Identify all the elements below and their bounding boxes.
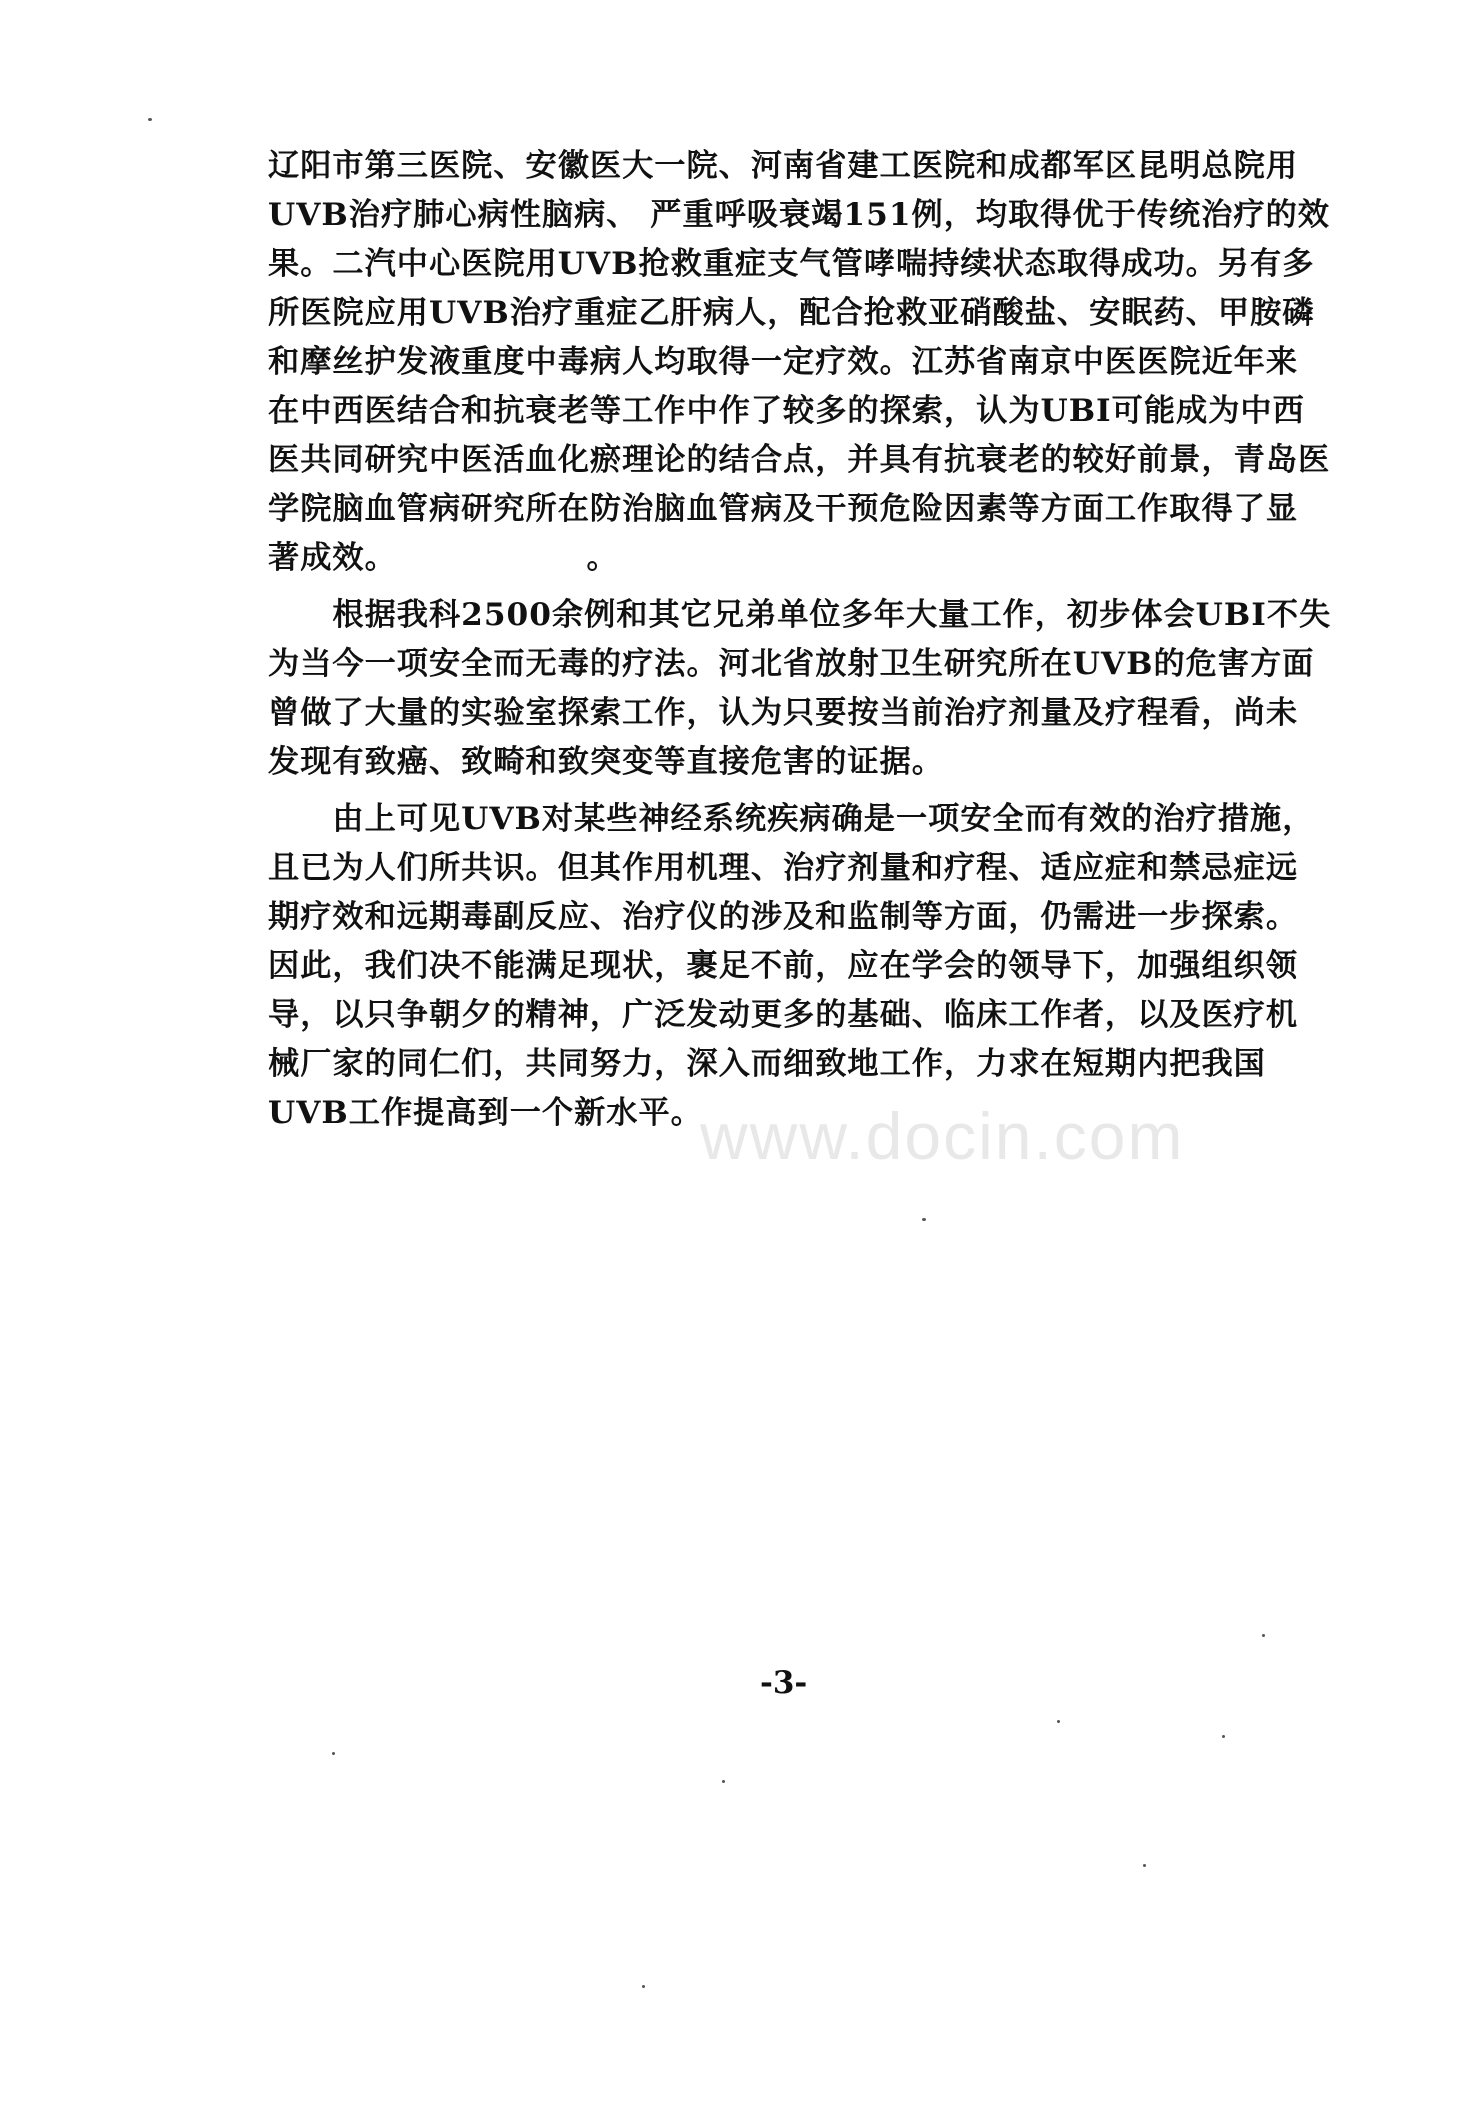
page-number: -3- bbox=[760, 1665, 808, 1701]
watermark: www.docin.com bbox=[700, 1099, 1185, 1173]
text-line: 根据我科2500余例和其它兄弟单位多年大量工作，初步体会UBI不失 bbox=[268, 597, 1332, 633]
text-line: 曾做了大量的实验室探索工作，认为只要按当前治疗剂量及疗程看，尚未 bbox=[268, 695, 1299, 731]
paragraph bbox=[268, 142, 1331, 583]
text-line: 且已为人们所共识。但其作用机理、治疗剂量和疗程、适应症和禁忌症远 bbox=[268, 850, 1299, 886]
text-line: 在中西医结合和抗衰老等工作中作了较多的探索，认为UBI可能成为中西 bbox=[268, 393, 1305, 429]
text-line: 果。二汽中心医院用UVB抢救重症支气管哮喘持续状态取得成功。另有多 bbox=[268, 246, 1315, 282]
body-text bbox=[268, 142, 1332, 1138]
text-line: 期疗效和远期毒副反应、治疗仪的涉及和监制等方面，仍需进一步探索。 bbox=[268, 899, 1299, 935]
paragraph bbox=[268, 591, 1332, 787]
scan-speck bbox=[722, 1780, 725, 1783]
text-line: 因此，我们决不能满足现状，裹足不前，应在学会的领导下，加强组织领 bbox=[268, 948, 1299, 984]
scan-speck bbox=[1057, 1720, 1060, 1723]
scan-speck bbox=[1262, 1634, 1265, 1637]
scan-speck bbox=[1222, 1735, 1225, 1738]
text-line: 械厂家的同仁们，共同努力，深入而细致地工作，力求在短期内把我国 bbox=[268, 1046, 1266, 1082]
text-line: 医共同研究中医活血化瘀理论的结合点，并具有抗衰老的较好前景，青岛医 bbox=[268, 442, 1331, 478]
text-line: UVB工作提高到一个新水平。 bbox=[268, 1095, 703, 1131]
text-line: 著成效。 。 bbox=[268, 540, 619, 576]
text-line: 发现有致癌、致畸和致突变等直接危害的证据。 bbox=[268, 744, 944, 780]
text-line: 导，以只争朝夕的精神，广泛发动更多的基础、临床工作者，以及医疗机 bbox=[268, 997, 1299, 1033]
text-line: 为当今一项安全而无毒的疗法。河北省放射卫生研究所在UVB的危害方面 bbox=[268, 646, 1315, 682]
scan-speck bbox=[332, 1752, 335, 1755]
text-line: 学院脑血管病研究所在防治脑血管病及干预危险因素等方面工作取得了显 bbox=[268, 491, 1299, 527]
text-line: 和摩丝护发液重度中毒病人均取得一定疗效。江苏省南京中医医院近年来 bbox=[268, 344, 1299, 380]
scan-speck bbox=[922, 1218, 926, 1221]
text-line: 辽阳市第三医院、安徽医大一院、河南省建工医院和成都军区昆明总院用 bbox=[268, 148, 1299, 184]
scan-speck bbox=[1143, 1864, 1146, 1867]
scan-speck bbox=[642, 1985, 645, 1988]
scan-speck bbox=[148, 118, 152, 121]
text-line: 所医院应用UVB治疗重症乙肝病人，配合抢救亚硝酸盐、安眠药、甲胺磷 bbox=[268, 295, 1315, 331]
text-line: 由上可见UVB对某些神经系统疾病确是一项安全而有效的治疗措施， bbox=[268, 801, 1315, 837]
text-line: UVB治疗肺心病性脑病、 严重呼吸衰竭151例，均取得优于传统治疗的效 bbox=[268, 197, 1330, 233]
paragraph bbox=[268, 795, 1315, 1138]
